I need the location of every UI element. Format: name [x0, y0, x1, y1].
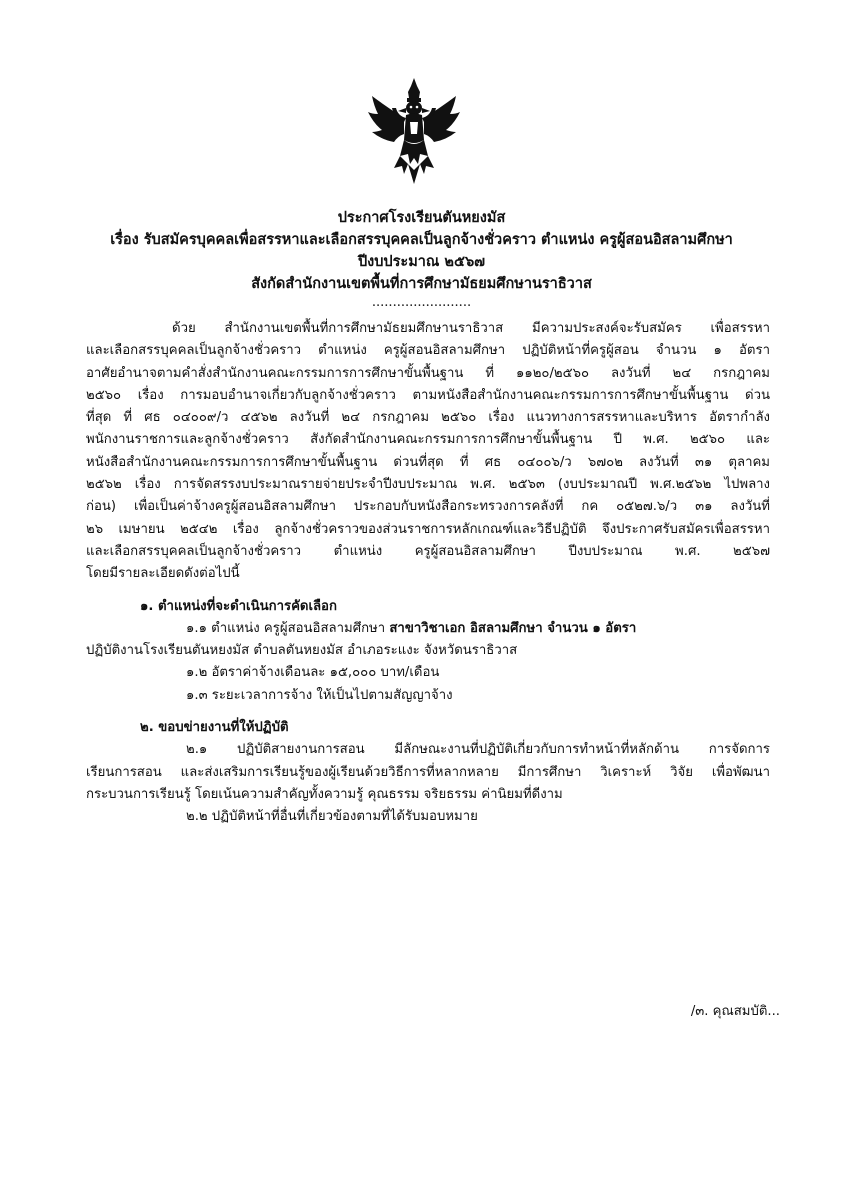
affiliation: สังกัดสำนักงานเขตพื้นที่การศึกษามัธยมศึกษานราธิวาส: [251, 276, 592, 292]
garuda-emblem-icon: [368, 78, 460, 184]
intro-line: อาศัยอำนาจตามคำสั่งสำนักงานคณะกรรมการการศึกษาขั้นพื้นฐาน ที่ ๑๑๒๐/๒๕๖๐ ลงวันที่ ๒๔ กรกฎาคม: [86, 365, 770, 381]
header-separator: ........................: [371, 295, 472, 310]
section-2-item-1-cont: กระบวนการเรียนรู้ โดยเน้นความสำคัญทั้งความรู้ คุณธรรม จริยธรรม ค่านิยมที่ดีงาม: [86, 786, 563, 802]
intro-line: ๒๖ เมษายน ๒๕๔๒ เรื่อง ลูกจ้างชั่วคราวของส่วนราชการหลักเกณฑ์และวิธีปฏิบัติ จึงประกาศรับสมัครเพื่อสรรหา: [86, 521, 770, 537]
intro-line: พนักงานราชการและลูกจ้างชั่วคราว สังกัดสำนักงานคณะกรรมการการศึกษาขั้นพื้นฐาน ปี พ.ศ. ๒๕๖๐ และ: [86, 432, 770, 448]
section-2-item-1-cont: เรียนการสอน และส่งเสริมการเรียนรู้ของผู้เรียนด้วยวิธีการที่หลากหลาย มีการศึกษา วิเคราะห์ วิจัย เพื่อพัฒนา: [86, 764, 770, 780]
announcement-title: ประกาศโรงเรียนตันหยงมัส: [337, 210, 506, 226]
section-1-item-1-cont: ปฏิบัติงานโรงเรียนตันหยงมัส ตำบลตันหยงมัส อำเภอระแงะ จังหวัดนราธิวาส: [86, 643, 518, 659]
section-2-item-2: ๒.๒ ปฏิบัติหน้าที่อื่นที่เกี่ยวข้องตามที่ได้รับมอบหมาย: [186, 809, 478, 825]
section-2-heading: ๒. ขอบข่ายงานที่ให้ปฏิบัติ: [140, 720, 289, 736]
item-1-1-major: สาขาวิชาเอก อิสลามศึกษา จำนวน ๑ อัตรา: [389, 620, 637, 636]
intro-line: ที่สุด ที่ ศธ ๐๔๐๐๙/ว ๔๕๖๒ ลงวันที่ ๒๔ กรกฎาคม ๒๕๖๐ เรื่อง แนวทางการสรรหาและบริหาร อัตรากำลัง: [86, 410, 770, 426]
intro-line: ก่อน) เพื่อเป็นค่าจ้างครูผู้สอนอิสลามศึกษา ประกอบกับหนังสือกระทรวงการคลังที่ กค ๐๕๒๗.๖/ว ๓๑ ลงวันที่: [86, 499, 770, 515]
item-1-1-text: ๑.๑ ตำแหน่ง ครูผู้สอนอิสลามศึกษา: [186, 620, 390, 636]
section-1-item-2: ๑.๒ อัตราค่าจ้างเดือนละ ๑๕,๐๐๐ บาท/เดือน: [186, 665, 440, 681]
intro-line: และเลือกสรรบุคคลเป็นลูกจ้างชั่วคราว ตำแหน่ง ครูผู้สอนอิสลามศึกษา ปฏิบัติหน้าที่ครูผู้สอน จำนวน ๑ อัตรา: [86, 343, 770, 359]
intro-line: หนังสือสำนักงานคณะกรรมการการศึกษาขั้นพื้นฐาน ด่วนที่สุด ที่ ศธ ๐๔๐๐๖/ว ๖๗๐๒ ลงวันที่ ๓๑ ตุลาคม: [86, 454, 770, 470]
intro-line: ด้วย สำนักงานเขตพื้นที่การศึกษามัธยมศึกษานราธิวาส มีความประสงค์จะรับสมัคร เพื่อสรรหา: [172, 321, 770, 336]
section-1-item-3: ๑.๓ ระยะเวลาการจ้าง ให้เป็นไปตามสัญญาจ้าง: [186, 687, 453, 703]
intro-line: โดยมีรายละเอียดดังต่อไปนี้: [86, 566, 240, 582]
announcement-subject: เรื่อง รับสมัครบุคคลเพื่อสรรหาและเลือกสรรบุคคลเป็นลูกจ้างชั่วคราว ตำแหน่ง ครูผู้สอนอิสลามศึกษา: [110, 232, 733, 248]
intro-line: และเลือกสรรบุคคลเป็นลูกจ้างชั่วคราว ตำแหน่ง ครูผู้สอนอิสลามศึกษา ปีงบประมาณ พ.ศ. ๒๕๖๗: [86, 543, 770, 559]
announcement-header: [60, 207, 783, 311]
intro-line: ๒๕๖๒ เรื่อง การจัดสรรงบประมาณรายจ่ายประจำปีงบประมาณ พ.ศ. ๒๕๖๓ (งบประมาณปี พ.ศ.๒๕๖๒ ไปพลาง: [86, 477, 770, 493]
continuation-note: /๓. คุณสมบัติ...: [690, 1004, 780, 1019]
intro-line: ๒๕๖๐ เรื่อง การมอบอำนาจเกี่ยวกับลูกจ้างชั่วคราว ตามหนังสือสำนักงานคณะกรรมการการศึกษาขั้นพื้นฐาน ด่วน: [86, 387, 770, 403]
section-1-item-1: [86, 618, 770, 640]
fiscal-year: ปีงบประมาณ ๒๕๖๗: [357, 254, 486, 270]
section-1-heading: ๑. ตำแหน่งที่จะดำเนินการคัดเลือก: [140, 598, 337, 614]
announcement-body: [86, 318, 770, 829]
section-2-item-1: ๒.๑ ปฏิบัติสายงานการสอน มีลักษณะงานที่ปฏิบัติเกี่ยวกับการทำหน้าที่หลักด้าน การจัดการ: [186, 742, 770, 758]
